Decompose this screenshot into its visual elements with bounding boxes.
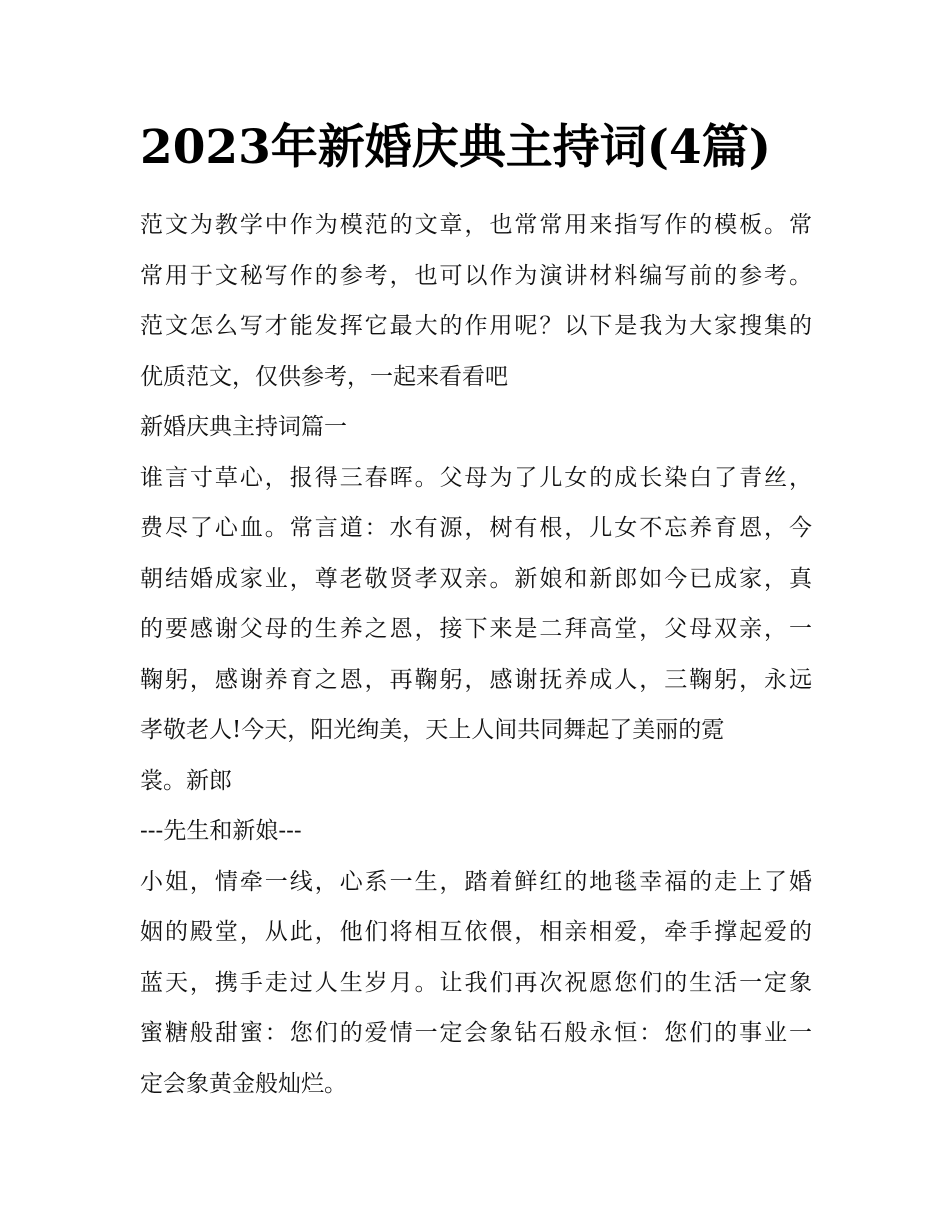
paragraph-line: 朝结婚成家业，尊老敬贤孝双亲。新娘和新郎如今已成家，真 (140, 565, 812, 592)
document-body (140, 200, 812, 1109)
paragraph-line: 定会象黄金般灿烂。 (140, 1070, 347, 1097)
paragraph-line: 范文为教学中作为模范的文章，也常常用来指写作的模板。常 (140, 212, 812, 238)
paragraph-line: 孝敬老人!今天，阳光绚美，天上人间共同舞起了美丽的霓 (140, 717, 725, 743)
paragraph-line: ---先生和新娘--- (140, 818, 302, 844)
section-heading: 新婚庆典主持词篇一 (140, 414, 347, 440)
paragraph-line: 范文怎么写才能发挥它最大的作用呢？以下是我为大家搜集的 (140, 313, 812, 339)
paragraph-line: 姻的殿堂，从此，他们将相互依偎，相亲相爱，牵手撑起爱的 (140, 919, 812, 945)
paragraph-line: 谁言寸草心，报得三春晖。父母为了儿女的成长染白了青丝， (140, 464, 812, 491)
paragraph-line: 蜜糖般甜蜜：您们的爱情一定会象钻石般永恒：您们的事业一 (140, 1020, 812, 1046)
paragraph-line: 的要感谢父母的生养之恩，接下来是二拜高堂，父母双亲，一 (140, 616, 812, 642)
paragraph-line: 小姐，情牵一线，心系一生，踏着鲜红的地毯幸福的走上了婚 (140, 868, 812, 895)
paragraph-line: 优质范文，仅供参考，一起来看看吧 (140, 363, 508, 390)
paragraph-line: 费尽了心血。常言道：水有源，树有根，儿女不忘养育恩，今 (140, 515, 812, 541)
document-title: 2023年新婚庆典主持词(4篇) (140, 120, 771, 175)
paragraph-line: 裳。新郎 (140, 767, 232, 794)
paragraph-line: 常用于文秘写作的参考，也可以作为演讲材料编写前的参考。 (140, 262, 812, 289)
paragraph-line: 鞠躬，感谢养育之恩，再鞠躬，感谢抚养成人，三鞠躬，永远 (140, 666, 812, 693)
paragraph-line: 蓝天，携手走过人生岁月。让我们再次祝愿您们的生活一定象 (140, 969, 812, 996)
